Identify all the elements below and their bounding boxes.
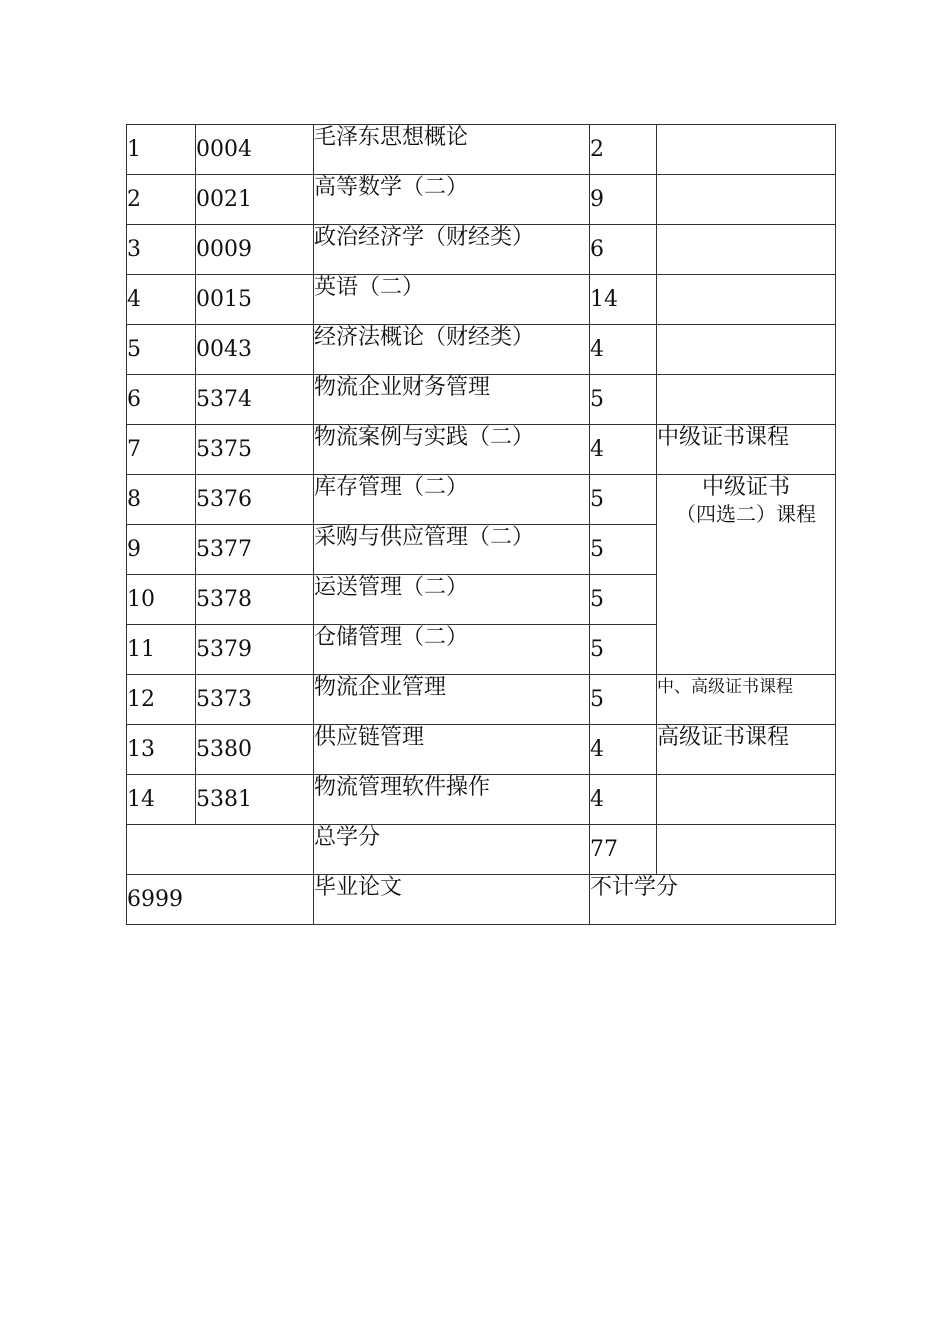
- row-index: 1: [127, 125, 196, 175]
- course-code: 5373: [196, 675, 314, 725]
- table-row: [127, 475, 836, 525]
- course-name: 库存管理（二）: [314, 475, 590, 525]
- course-credit: 14: [590, 275, 657, 325]
- course-code: 5380: [196, 725, 314, 775]
- course-code: 5381: [196, 775, 314, 825]
- course-name: 物流案例与实践（二）: [314, 425, 590, 475]
- row-index: 11: [127, 625, 196, 675]
- table-row: [127, 425, 836, 475]
- merged-course-note: [657, 475, 836, 675]
- course-credit: 4: [590, 725, 657, 775]
- course-name: 物流企业财务管理: [314, 375, 590, 425]
- merged-note-line2: （四选二）课程: [676, 502, 816, 526]
- course-code: 0015: [196, 275, 314, 325]
- merged-note-line1: 中级证书: [701, 475, 790, 500]
- course-note: [657, 775, 836, 825]
- total-credit: 77: [590, 825, 657, 875]
- course-note: 中、高级证书课程: [657, 675, 836, 725]
- course-name: 高等数学（二）: [314, 175, 590, 225]
- course-code: 5378: [196, 575, 314, 625]
- total-row: [127, 825, 836, 875]
- course-credit: 5: [590, 675, 657, 725]
- thesis-code: 6999: [127, 875, 314, 925]
- course-name: 仓储管理（二）: [314, 625, 590, 675]
- course-note: [657, 325, 836, 375]
- course-credit: 5: [590, 525, 657, 575]
- course-name: 运送管理（二）: [314, 575, 590, 625]
- course-note: [657, 125, 836, 175]
- course-name: 物流管理软件操作: [314, 775, 590, 825]
- table-row: [127, 125, 836, 175]
- row-index: 14: [127, 775, 196, 825]
- course-code: 5376: [196, 475, 314, 525]
- course-name: 采购与供应管理（二）: [314, 525, 590, 575]
- course-note: [657, 375, 836, 425]
- course-code: 0043: [196, 325, 314, 375]
- thesis-name: 毕业论文: [314, 875, 590, 925]
- course-credit: 4: [590, 425, 657, 475]
- course-code: 0009: [196, 225, 314, 275]
- thesis-row: [127, 875, 836, 925]
- row-index: 10: [127, 575, 196, 625]
- course-note: [657, 275, 836, 325]
- thesis-credit: 不计学分: [590, 875, 836, 925]
- course-credit: 5: [590, 475, 657, 525]
- course-name: 供应链管理: [314, 725, 590, 775]
- row-index: 8: [127, 475, 196, 525]
- row-index: 13: [127, 725, 196, 775]
- course-note: 高级证书课程: [657, 725, 836, 775]
- course-code: 5377: [196, 525, 314, 575]
- row-index: 9: [127, 525, 196, 575]
- row-index: 5: [127, 325, 196, 375]
- table-row: [127, 275, 836, 325]
- course-note: [657, 175, 836, 225]
- course-credit: 4: [590, 775, 657, 825]
- row-index: 3: [127, 225, 196, 275]
- course-credit: 2: [590, 125, 657, 175]
- course-name: 英语（二）: [314, 275, 590, 325]
- total-note: [657, 825, 836, 875]
- course-code: 5379: [196, 625, 314, 675]
- course-note: 中级证书课程: [657, 425, 836, 475]
- course-code: 5375: [196, 425, 314, 475]
- row-index: 4: [127, 275, 196, 325]
- course-code: 5374: [196, 375, 314, 425]
- course-credit: 5: [590, 375, 657, 425]
- table-row: [127, 775, 836, 825]
- table-row: [127, 675, 836, 725]
- course-name: 政治经济学（财经类）: [314, 225, 590, 275]
- course-table: [126, 124, 836, 925]
- course-credit: 5: [590, 575, 657, 625]
- row-index: 2: [127, 175, 196, 225]
- total-label: 总学分: [314, 825, 590, 875]
- course-name: 经济法概论（财经类）: [314, 325, 590, 375]
- row-index: 6: [127, 375, 196, 425]
- course-code: 0004: [196, 125, 314, 175]
- course-credit: 9: [590, 175, 657, 225]
- course-note: [657, 225, 836, 275]
- course-name: 物流企业管理: [314, 675, 590, 725]
- course-credit: 6: [590, 225, 657, 275]
- table-row: [127, 175, 836, 225]
- total-blank-cell: [127, 825, 314, 875]
- row-index: 7: [127, 425, 196, 475]
- table-row: [127, 225, 836, 275]
- table-row: [127, 375, 836, 425]
- row-index: 12: [127, 675, 196, 725]
- course-credit: 4: [590, 325, 657, 375]
- table-row: [127, 725, 836, 775]
- table-row: [127, 325, 836, 375]
- course-name: 毛泽东思想概论: [314, 125, 590, 175]
- course-code: 0021: [196, 175, 314, 225]
- course-credit: 5: [590, 625, 657, 675]
